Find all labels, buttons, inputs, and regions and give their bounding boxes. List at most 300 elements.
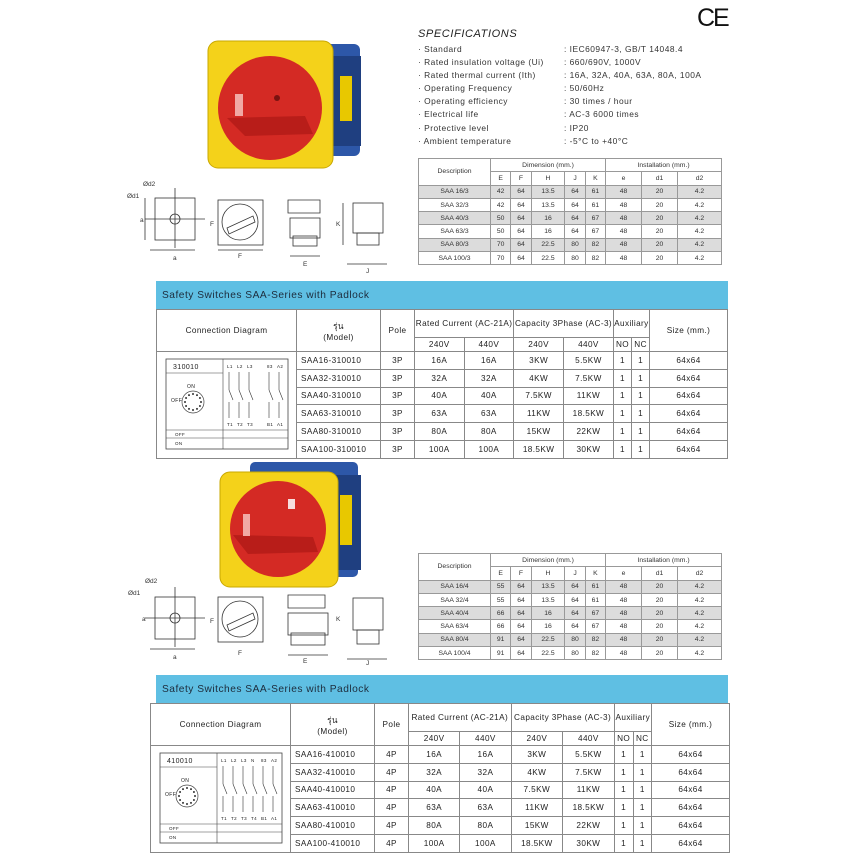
dim-col-header: d2 (677, 172, 721, 185)
table-cell: 13.5 (531, 593, 565, 606)
spec-label: · Operating Frequency (418, 83, 513, 94)
table-cell: 13.5 (531, 185, 565, 198)
section-title-3p: Safety Switches SAA-Series with Padlock (162, 289, 370, 301)
ce-mark: CE (697, 4, 728, 32)
spec-value: : 16A, 32A, 40A, 63A, 80A, 100A (564, 70, 702, 81)
diagram-terminal-label: L2 (236, 363, 243, 369)
table-cell: 1 (633, 781, 651, 799)
table-cell: 1 (614, 799, 633, 817)
section-title-band-4p (156, 675, 728, 703)
table-cell: 16 (531, 607, 565, 620)
table-cell: 67 (585, 212, 605, 225)
model-cell: SAA16-310010 (297, 352, 381, 370)
table-cell: 4.2 (677, 620, 721, 633)
table-cell: 22.5 (531, 238, 565, 251)
table-cell: 48 (606, 580, 642, 593)
spec-row (418, 43, 748, 56)
table-cell: 64 (511, 580, 531, 593)
table-cell: 13.5 (531, 580, 565, 593)
table-cell: 32A (409, 763, 460, 781)
table-cell: 16A (464, 352, 514, 370)
table-cell: 4.2 (677, 238, 721, 251)
table-cell: 48 (606, 212, 642, 225)
table-cell: 64 (565, 580, 585, 593)
model-cell: SAA80-310010 (297, 423, 381, 441)
table-cell: 4.2 (677, 593, 721, 606)
table-cell: 48 (606, 647, 642, 660)
table-row (419, 620, 722, 633)
dim-header-installation-2: Installation (mm.) (606, 554, 722, 567)
spec-label: · Protective level (418, 122, 489, 133)
table-cell: 5.5KW (563, 746, 615, 764)
model-cell: SAA100-410010 (291, 834, 375, 852)
spec-value: : 30 times / hour (564, 96, 633, 107)
label-a-left: a (140, 217, 144, 224)
diagram-on-row: ON (174, 440, 183, 446)
table-row (419, 212, 722, 225)
dim-col-header: E (491, 567, 511, 580)
diagram-terminal-label: T3 (246, 421, 253, 427)
table-cell: 48 (606, 238, 642, 251)
table-cell: 11KW (514, 405, 564, 423)
diagram-terminal-label: 83 (260, 757, 267, 763)
table-cell: SAA 100/3 (419, 252, 491, 265)
dim-header-dimension: Dimension (mm.) (491, 159, 606, 172)
table-cell: 64 (565, 607, 585, 620)
table-cell: 40A (409, 781, 460, 799)
diagram-off-row: OFF (168, 825, 179, 831)
dim-col-header: K (585, 172, 605, 185)
diagram-terminal-label: L1 (226, 363, 233, 369)
table-cell: 32A (464, 369, 514, 387)
table-cell: 7.5KW (563, 763, 615, 781)
diagram-terminal-label: L1 (220, 757, 227, 763)
table-row (419, 593, 722, 606)
table-cell: 40A (464, 387, 514, 405)
label-K-2: K (336, 616, 341, 623)
dim-col-header: E (491, 172, 511, 185)
table-cell: 4.2 (677, 633, 721, 646)
table-cell: 30KW (563, 834, 615, 852)
table-cell: 20 (642, 647, 678, 660)
diagram-terminal-label: A1 (276, 421, 283, 427)
table-cell: 1 (613, 369, 631, 387)
table-row (419, 580, 722, 593)
table-cell: 82 (585, 647, 605, 660)
table-cell: 3P (381, 387, 415, 405)
product-photo-4p (218, 457, 363, 592)
section-title-band-3p (156, 281, 728, 309)
table-cell: 48 (606, 252, 642, 265)
table-cell: 91 (491, 647, 511, 660)
table-cell: 3P (381, 369, 415, 387)
table-cell: 16A (409, 746, 460, 764)
section-title-4p: Safety Switches SAA-Series with Padlock (162, 683, 370, 695)
diagram-terminal-label: B1 (266, 421, 273, 427)
spec-label: · Rated thermal current (Ith) (418, 70, 536, 81)
table-cell: 64x64 (650, 440, 728, 458)
table-cell: 64 (565, 593, 585, 606)
table-cell: 64x64 (652, 763, 730, 781)
diagram-terminal-label: T2 (230, 815, 237, 821)
table-cell: 20 (642, 252, 678, 265)
header-size: Size (mm.) (650, 310, 728, 352)
table-cell: 32A (415, 369, 465, 387)
table-cell: 48 (606, 620, 642, 633)
label-F-left-2: F (210, 618, 214, 625)
model-cell: SAA80-410010 (291, 817, 375, 835)
dim-header-description: Description (419, 159, 491, 186)
diagram-on-row: ON (168, 834, 177, 840)
model-table-3p: Connection Diagram รุ่น (Model) Pole Rated Current (AC-21A) Capacity 3Phase (AC-3) Auxiliary Size (mm.) 240V 440V 240V 440V NO NC 310010 ON OFF L1 T1 L2 T2 L3 T3 83 B1 A2 A1 OFF ON SAA16-310010 3P 16A 16A 3KW 5.5KW 1 1 64x64 SAA32-310010 3P 32A 32A 4KW 7.5KW 1 1 64x64 SAA40-310010 3P 40A 40A 7.5KW 11KW 1 1 64x64 SAA63-310010 3P 63A 63A 11KW 18.5KW 1 1 64x64 SAA80-310010 3P 80A 80A 15KW 22KW 1 1 64x64 SAA100-310010 3P 100A 100A 18.5KW 30KW 1 1 64x64 (156, 309, 728, 459)
header-connection-diagram-2: Connection Diagram (151, 704, 291, 746)
technical-drawing-4p (125, 573, 410, 665)
table-cell: 82 (585, 633, 605, 646)
spec-row (418, 56, 748, 69)
table-cell: 64x64 (652, 799, 730, 817)
model-cell: SAA100-310010 (297, 440, 381, 458)
table-cell: 20 (642, 580, 678, 593)
table-cell: SAA 40/3 (419, 212, 491, 225)
table-cell: SAA 16/3 (419, 185, 491, 198)
spec-row (418, 69, 748, 82)
table-cell: 66 (491, 607, 511, 620)
dim-col-header: e (606, 172, 642, 185)
table-cell: 4P (375, 746, 409, 764)
table-cell: 18.5KW (564, 405, 614, 423)
diagram-terminal-label: A1 (270, 815, 277, 821)
table-cell: SAA 100/4 (419, 647, 491, 660)
diagram-off-label: OFF (164, 791, 176, 798)
table-cell: 11KW (563, 781, 615, 799)
header-capacity-2: Capacity 3Phase (AC-3) (511, 704, 614, 732)
table-cell: 64 (565, 225, 585, 238)
spec-label: · Operating efficiency (418, 96, 508, 107)
dim-header-description-2: Description (419, 554, 491, 581)
label-F-bottom: F (238, 253, 242, 260)
spec-row (418, 108, 748, 121)
table-cell: 1 (613, 387, 631, 405)
header-pole-2: Pole (375, 704, 409, 746)
dim-col-header: J (565, 172, 585, 185)
table-cell: 3KW (514, 352, 564, 370)
table-cell: 22KW (564, 423, 614, 441)
diagram-terminal-label: L3 (240, 757, 247, 763)
table-cell: 4.2 (677, 212, 721, 225)
table-cell: 20 (642, 633, 678, 646)
table-cell: 32A (460, 763, 511, 781)
table-cell: 20 (642, 620, 678, 633)
dim-col-header: F (511, 172, 531, 185)
table-cell: SAA 63/3 (419, 225, 491, 238)
label-F-bottom-2: F (238, 650, 242, 657)
header-capacity: Capacity 3Phase (AC-3) (514, 310, 614, 338)
table-cell: 64 (511, 607, 531, 620)
table-cell: 11KW (564, 387, 614, 405)
table-cell: 48 (606, 185, 642, 198)
header-pole: Pole (381, 310, 415, 352)
header-rated-current-2: Rated Current (AC-21A) (409, 704, 512, 732)
table-cell: 64 (565, 212, 585, 225)
table-cell: 1 (633, 746, 651, 764)
spec-label: · Electrical life (418, 109, 479, 120)
spec-value: : 50/60Hz (564, 83, 605, 94)
table-cell: 67 (585, 607, 605, 620)
table-cell: 3KW (511, 746, 563, 764)
table-cell: 66 (491, 620, 511, 633)
table-cell: 64 (511, 252, 531, 265)
diagram-code: 410010 (166, 757, 193, 765)
table-cell: 80 (565, 633, 585, 646)
dim-col-header: F (511, 567, 531, 580)
header-size-2: Size (mm.) (652, 704, 730, 746)
table-cell: 64x64 (652, 817, 730, 835)
table-row (151, 746, 730, 764)
table-cell: 64 (511, 238, 531, 251)
specifications-list (418, 43, 748, 148)
table-cell: 20 (642, 607, 678, 620)
table-cell: 7.5KW (514, 387, 564, 405)
table-cell: 55 (491, 593, 511, 606)
wiring-diagram (159, 752, 283, 844)
spec-row (418, 122, 748, 135)
diagram-off-label: OFF (170, 397, 182, 404)
table-cell: 67 (585, 620, 605, 633)
table-cell: 4.2 (677, 252, 721, 265)
table-cell: 70 (491, 252, 511, 265)
table-cell: 1 (633, 834, 651, 852)
table-cell: 63A (464, 405, 514, 423)
table-cell: 16 (531, 225, 565, 238)
table-cell: 4.2 (677, 185, 721, 198)
table-cell: 67 (585, 225, 605, 238)
table-cell: 64x64 (650, 352, 728, 370)
table-cell: 91 (491, 633, 511, 646)
table-cell: 4.2 (677, 225, 721, 238)
technical-drawing-3p (125, 178, 410, 273)
spec-row (418, 135, 748, 148)
table-cell: 1 (632, 423, 650, 441)
table-cell: 30KW (564, 440, 614, 458)
table-row (419, 198, 722, 211)
table-cell: 42 (491, 198, 511, 211)
table-cell: 80A (464, 423, 514, 441)
table-cell: 80A (460, 817, 511, 835)
table-cell: SAA 80/4 (419, 633, 491, 646)
model-cell: SAA40-310010 (297, 387, 381, 405)
table-row (419, 252, 722, 265)
spec-label: · Ambient temperature (418, 135, 512, 146)
dim-col-header: d1 (642, 172, 678, 185)
spec-row (418, 95, 748, 108)
model-table-4p: Connection Diagram รุ่น (Model) Pole Rated Current (AC-21A) Capacity 3Phase (AC-3) Auxiliary Size (mm.) 240V 440V 240V 440V NO NC 410010 ON OFF L1 T1 L2 T2 L3 T3 N T4 83 B1 A2 A1 OFF ON SAA16-410010 4P 16A 16A 3KW 5.5KW 1 1 64x64 SAA32-410010 4P 32A 32A 4KW 7.5KW 1 1 64x64 SAA40-410010 4P 40A 40A 7.5KW 11KW 1 1 64x64 SAA63-410010 4P 63A 63A 11KW 18.5KW 1 1 64x64 SAA80-410010 4P 80A 80A 15KW 22KW 1 1 64x64 SAA100-410010 4P 100A 100A 18.5KW 30KW 1 1 64x64 (150, 703, 730, 853)
table-cell: 1 (633, 817, 651, 835)
table-cell: 40A (460, 781, 511, 799)
table-cell: 1 (632, 387, 650, 405)
table-cell: 50 (491, 225, 511, 238)
table-cell: 82 (585, 238, 605, 251)
table-cell: 82 (585, 252, 605, 265)
header-model-2: รุ่น (Model) (291, 704, 375, 746)
table-cell: 4P (375, 763, 409, 781)
table-cell: 20 (642, 238, 678, 251)
table-cell: 1 (613, 440, 631, 458)
dim-col-header: H (531, 567, 565, 580)
table-cell: 100A (460, 834, 511, 852)
label-J-2: J (366, 660, 370, 665)
table-cell: 48 (606, 593, 642, 606)
table-cell: 4P (375, 781, 409, 799)
table-cell: 3P (381, 440, 415, 458)
table-cell: 4P (375, 799, 409, 817)
table-cell: 4.2 (677, 198, 721, 211)
dim-col-header: d1 (642, 567, 678, 580)
table-cell: 4KW (511, 763, 563, 781)
table-cell: 48 (606, 607, 642, 620)
table-cell: 1 (632, 440, 650, 458)
connection-diagram-cell (157, 352, 297, 459)
table-cell: 48 (606, 225, 642, 238)
table-cell: 3P (381, 352, 415, 370)
product-photo-3p (205, 36, 365, 176)
table-row (419, 633, 722, 646)
table-cell: 55 (491, 580, 511, 593)
table-cell: 16 (531, 620, 565, 633)
diagram-terminal-label: N (250, 757, 255, 763)
table-row (419, 225, 722, 238)
table-cell: 3P (381, 405, 415, 423)
label-a-bottom: a (173, 255, 177, 262)
table-row (419, 647, 722, 660)
table-cell: 1 (632, 405, 650, 423)
table-cell: 18.5KW (563, 799, 615, 817)
label-d2: Ød2 (143, 181, 156, 188)
table-cell: 63A (415, 405, 465, 423)
table-cell: 64 (511, 198, 531, 211)
dim-col-header: H (531, 172, 565, 185)
table-cell: 1 (633, 763, 651, 781)
table-cell: 15KW (514, 423, 564, 441)
table-cell: 13.5 (531, 198, 565, 211)
label-a-bottom-2: a (173, 654, 177, 661)
table-row (419, 185, 722, 198)
table-cell: 48 (606, 633, 642, 646)
connection-diagram-cell (151, 746, 291, 853)
table-cell: 20 (642, 212, 678, 225)
specifications-title: SPECIFICATIONS (418, 28, 518, 40)
table-row (419, 238, 722, 251)
table-cell: SAA 16/4 (419, 580, 491, 593)
table-cell: 1 (613, 423, 631, 441)
table-row (419, 607, 722, 620)
table-cell: 64 (511, 633, 531, 646)
table-cell: 7.5KW (511, 781, 563, 799)
table-cell: 1 (613, 352, 631, 370)
table-cell: 16A (415, 352, 465, 370)
spec-row (418, 82, 748, 95)
label-d1: Ød1 (127, 193, 140, 200)
diagram-terminal-label: T3 (240, 815, 247, 821)
spec-value: : IP20 (564, 122, 589, 133)
diagram-terminal-label: A2 (270, 757, 277, 763)
table-cell: SAA 40/4 (419, 607, 491, 620)
table-cell: 22.5 (531, 252, 565, 265)
diagram-terminal-label: L3 (246, 363, 253, 369)
table-cell: SAA 63/4 (419, 620, 491, 633)
diagram-terminal-label: T2 (236, 421, 243, 427)
label-d1-2: Ød1 (128, 590, 141, 597)
diagram-terminal-label: T4 (250, 815, 257, 821)
table-cell: 4P (375, 834, 409, 852)
table-cell: 100A (409, 834, 460, 852)
table-cell: 64x64 (652, 834, 730, 852)
table-cell: 100A (415, 440, 465, 458)
dim-col-header: J (565, 567, 585, 580)
diagram-terminal-label: L2 (230, 757, 237, 763)
label-J: J (366, 268, 370, 273)
table-cell: 42 (491, 185, 511, 198)
table-cell: 22.5 (531, 647, 565, 660)
spec-value: : AC-3 6000 times (564, 109, 640, 120)
model-cell: SAA63-410010 (291, 799, 375, 817)
table-cell: 64x64 (650, 369, 728, 387)
diagram-on-label: ON (186, 383, 195, 390)
table-cell: 64x64 (650, 387, 728, 405)
table-cell: 80 (565, 647, 585, 660)
dim-header-dimension-2: Dimension (mm.) (491, 554, 606, 567)
table-cell: 4P (375, 817, 409, 835)
spec-label: · Rated insulation voltage (Ui) (418, 57, 544, 68)
table-cell: 4.2 (677, 607, 721, 620)
dimension-table-3p (418, 158, 722, 265)
table-cell: 3P (381, 423, 415, 441)
table-cell: 4.2 (677, 647, 721, 660)
header-auxiliary-2: Auxiliary (614, 704, 651, 732)
label-K: K (336, 221, 341, 228)
diagram-on-label: ON (180, 777, 189, 784)
table-cell: 50 (491, 212, 511, 225)
table-cell: 64 (511, 620, 531, 633)
table-cell: 63A (460, 799, 511, 817)
table-cell: 64 (565, 620, 585, 633)
table-cell: 64 (511, 185, 531, 198)
diagram-off-row: OFF (174, 431, 185, 437)
table-cell: 20 (642, 593, 678, 606)
table-cell: 64x64 (650, 423, 728, 441)
table-cell: 4.2 (677, 580, 721, 593)
table-cell: 64 (511, 647, 531, 660)
table-cell: 80A (409, 817, 460, 835)
diagram-terminal-label: A2 (276, 363, 283, 369)
spec-value: : 660/690V, 1000V (564, 57, 642, 68)
table-cell: 64 (565, 198, 585, 211)
label-F-left: F (210, 221, 214, 228)
model-cell: SAA40-410010 (291, 781, 375, 799)
label-a-left-2: a (142, 616, 146, 623)
table-cell: 15KW (511, 817, 563, 835)
table-cell: 48 (606, 198, 642, 211)
header-connection-diagram: Connection Diagram (157, 310, 297, 352)
label-d2-2: Ød2 (145, 578, 158, 585)
table-cell: 61 (585, 198, 605, 211)
table-cell: 20 (642, 198, 678, 211)
table-cell: 7.5KW (564, 369, 614, 387)
table-cell: 4KW (514, 369, 564, 387)
table-cell: 80A (415, 423, 465, 441)
spec-value: : -5°C to +40°C (564, 135, 629, 146)
table-cell: SAA 32/4 (419, 593, 491, 606)
label-E: E (303, 261, 308, 268)
